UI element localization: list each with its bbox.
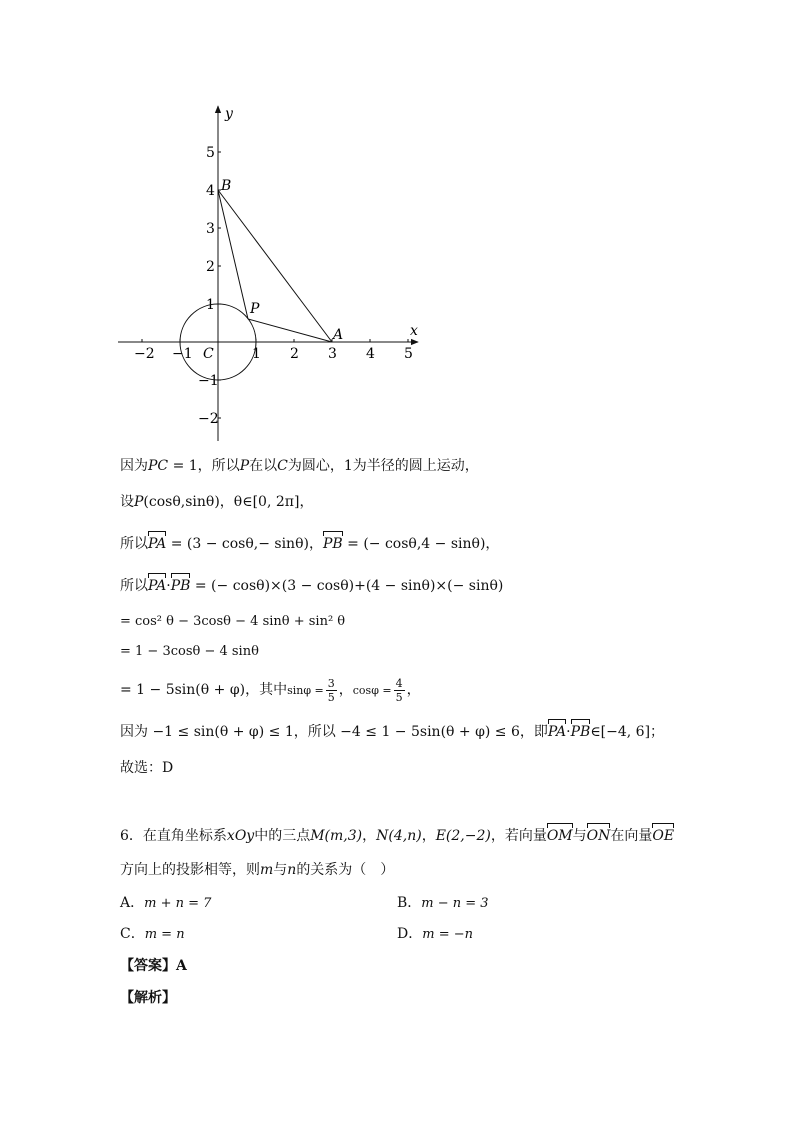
solution-line-8 [120, 722, 664, 742]
text: ， [362, 828, 377, 844]
y-tick-label: 3 [206, 221, 215, 237]
option-text: m + n = 7 [144, 896, 212, 911]
option-label: A． [120, 895, 145, 911]
x-tick-label: 1 [252, 346, 261, 362]
option-text: m = n [144, 927, 185, 942]
text: 所以 [120, 578, 148, 594]
dot: · [566, 724, 571, 740]
text: ∈[−4, 6]； [590, 724, 665, 740]
vector-pb: PB [570, 724, 591, 740]
solution-line-2 [120, 492, 313, 512]
dot: · [166, 578, 171, 594]
text: = 1 − 5sin(θ + φ)，其中 [120, 682, 288, 698]
text: 因为 [120, 458, 148, 474]
y-tick-label: 1 [206, 297, 215, 313]
var-n: n [287, 862, 297, 878]
option-b[interactable] [397, 893, 489, 914]
text: 与 [572, 828, 587, 844]
text: 为圆心，1为半径的圆上运动， [287, 458, 479, 474]
vector-om: OM [546, 828, 573, 844]
text: ， [338, 682, 353, 698]
y-tick-label: −1 [198, 373, 219, 389]
var-m: m [260, 862, 274, 878]
x-tick-label: −2 [134, 346, 155, 362]
text: ，若向量 [490, 828, 547, 844]
vector-oe: OE [652, 828, 675, 844]
solution-line-9 [120, 758, 173, 778]
option-label: B． [397, 895, 422, 911]
vector-pb: PB [322, 536, 343, 552]
x-tick-label: −1 [172, 346, 193, 362]
option-d[interactable] [397, 924, 473, 945]
text: 在以 [249, 458, 278, 474]
coordinate-diagram [0, 0, 794, 460]
text: 与 [273, 862, 288, 878]
segment-BA [218, 190, 332, 342]
point-label-A: A [333, 327, 344, 343]
point-label-B: B [221, 178, 232, 194]
x-axis-label: x [410, 323, 418, 339]
y-tick-label: −2 [198, 411, 219, 427]
text: ， [421, 828, 436, 844]
point-c: C [277, 458, 288, 474]
text: = (− cosθ,4 − sinθ)， [342, 536, 500, 552]
option-label: D． [397, 926, 423, 942]
option-label: C． [120, 926, 145, 942]
answer-label: 【答案】A [120, 958, 187, 974]
text: 方向上的投影相等，则 [120, 862, 260, 878]
x-tick-label: 4 [366, 346, 375, 362]
point-p: P [134, 494, 144, 510]
solution-line-6 [120, 642, 259, 662]
fraction [326, 677, 337, 704]
text: = 1，所以 [168, 458, 240, 474]
text: 在向量 [610, 828, 653, 844]
point-m: M(m,3) [310, 828, 363, 844]
text: 的关系为（ ） [296, 862, 395, 878]
vector-pa: PA [148, 536, 167, 552]
coord: (cosθ,sinθ) [143, 494, 220, 510]
y-tick-label: 2 [206, 259, 215, 275]
numerator: 3 [327, 676, 335, 690]
text: ， [219, 494, 234, 510]
text: 6．在直角坐标系 [120, 828, 227, 844]
segment-PA [248, 319, 332, 342]
text: ， [299, 494, 314, 510]
option-c[interactable] [120, 924, 185, 945]
seg-pc: PC [148, 458, 169, 474]
analysis-label: 【解析】 [120, 990, 176, 1006]
point-n: N(4,n) [376, 828, 422, 844]
point-p: P [239, 458, 250, 474]
theta-range: θ∈[0, 2π] [233, 494, 300, 510]
text: = (− cosθ)×(3 − cosθ)+(4 − sinθ)×(− sinθ) [190, 578, 504, 594]
numerator: 4 [395, 676, 403, 690]
question-6-line-1 [120, 826, 674, 846]
text: 因为 −1 ≤ sin(θ + φ) ≤ 1，所以 −4 ≤ 1 − 5sin(θ + φ) ≤ 6，即 [120, 724, 548, 740]
option-a[interactable] [120, 893, 211, 914]
text: ， [406, 682, 421, 698]
solution-line-1 [120, 456, 479, 476]
point-label-P: P [250, 301, 260, 317]
point-e: E(2,−2) [435, 828, 491, 844]
vector-pa: PA [547, 724, 567, 740]
option-text: m − n = 3 [421, 896, 489, 911]
point-label-C: C [203, 346, 214, 362]
question-6-line-2 [120, 860, 394, 880]
x-tick-label: 3 [328, 346, 337, 362]
solution-line-5 [120, 612, 345, 632]
y-axis-label: y [225, 106, 233, 122]
option-text: m = −n [422, 927, 473, 942]
text: 中的三点 [254, 828, 311, 844]
fraction [394, 677, 405, 704]
cos-phi: cosφ = [352, 684, 392, 697]
vector-pa: PA [148, 578, 167, 594]
equation: = 1 − 3cosθ − 4 sinθ [120, 644, 259, 659]
coord-system: xOy [226, 828, 255, 844]
equation: = cos² θ − 3cosθ − 4 sinθ + sin² θ [120, 614, 346, 629]
text: 所以 [120, 536, 148, 552]
x-tick-label: 2 [290, 346, 299, 362]
denominator: 5 [327, 690, 335, 704]
denominator: 5 [395, 690, 403, 704]
vector-pb: PB [170, 578, 191, 594]
conclusion: 故选：D [120, 760, 174, 776]
y-tick-label: 5 [206, 145, 215, 161]
x-tick-label: 5 [404, 346, 413, 362]
solution-line-7 [120, 676, 421, 705]
sin-phi: sinφ = [287, 684, 324, 697]
text: = (3 − cosθ,− sinθ)， [166, 536, 323, 552]
solution-line-4 [120, 576, 503, 596]
solution-line-3 [120, 534, 499, 554]
y-tick-label: 4 [206, 183, 215, 199]
vector-on: ON [586, 828, 611, 844]
text: 设 [120, 494, 134, 510]
